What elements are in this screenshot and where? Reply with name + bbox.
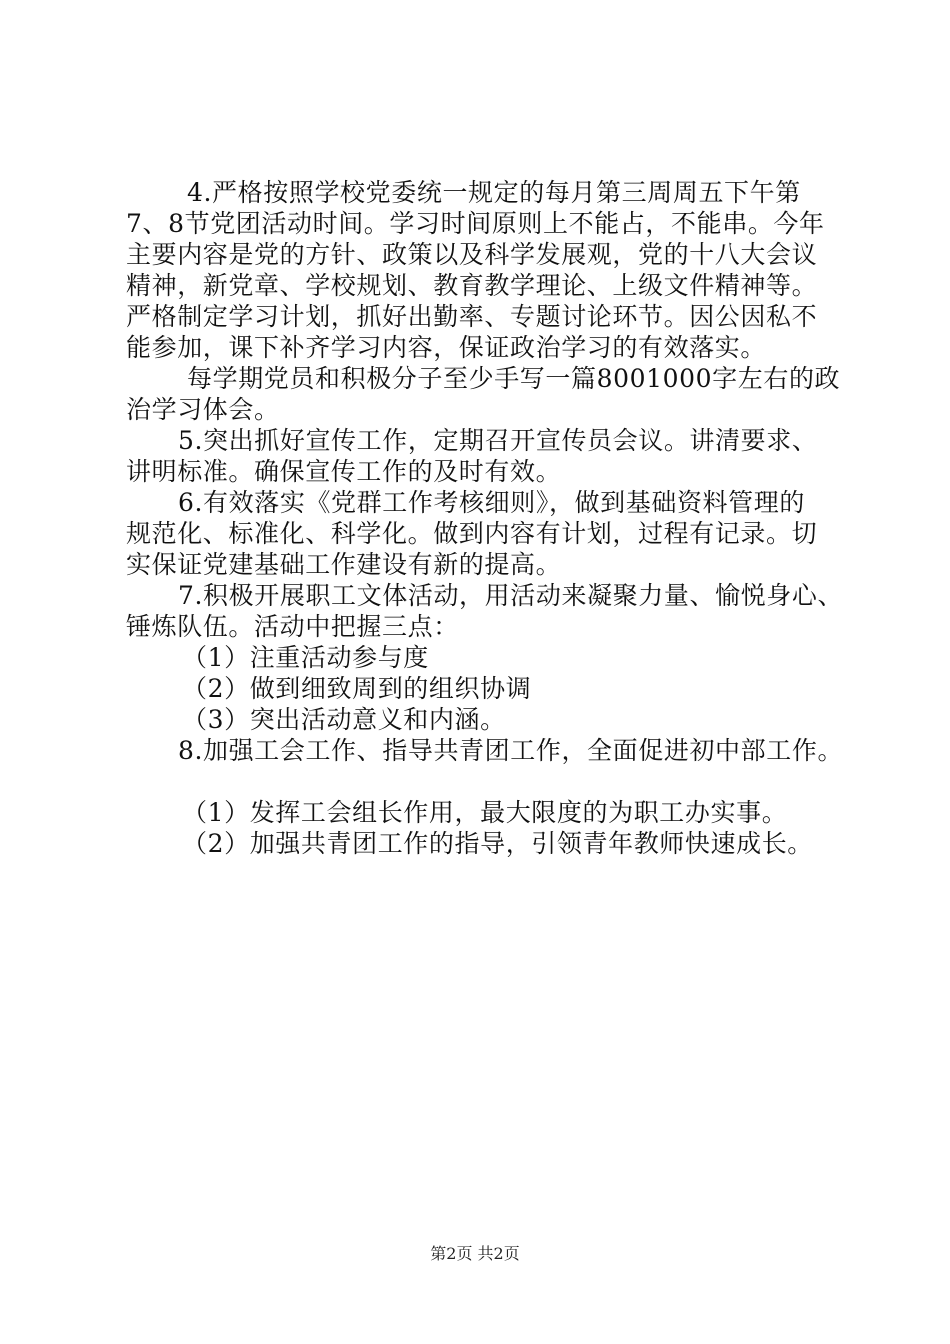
text-line: 锤炼队伍。活动中把握三点： <box>126 612 459 641</box>
text-line: 7.积极开展职工文体活动，用活动来凝聚力量、愉悦身心、 <box>178 581 844 610</box>
text-line: 主要内容是党的方针、政策以及科学发展观，党的十八大会议 <box>126 240 818 269</box>
text-line: 实保证党建基础工作建设有新的提高。 <box>126 550 562 579</box>
text-line: （1）发挥工会组长作用，最大限度的为职工办实事。 <box>182 798 788 827</box>
text-line: （3）突出活动意义和内涵。 <box>182 705 506 734</box>
text-line: （2）加强共青团工作的指导，引领青年教师快速成长。 <box>182 829 813 858</box>
text-line: 每学期党员和积极分子至少手写一篇8001000字左右的政 <box>187 364 841 393</box>
page-number-footer: 第2页 共2页 <box>430 1244 520 1263</box>
text-line: 能参加，课下补齐学习内容，保证政治学习的有效落实。 <box>126 333 767 362</box>
text-line: 讲明标准。确保宣传工作的及时有效。 <box>126 457 562 486</box>
text-line: 治学习体会。 <box>126 395 280 424</box>
text-line: 6.有效落实《党群工作考核细则》，做到基础资料管理的 <box>178 488 805 517</box>
text-line: 精神，新党章、学校规划、教育教学理论、上级文件精神等。 <box>126 271 818 300</box>
text-line: 8.加强工会工作、指导共青团工作，全面促进初中部工作。 <box>178 736 844 765</box>
text-line: （1）注重活动参与度 <box>182 643 429 672</box>
text-line: 规范化、标准化、科学化。做到内容有计划，过程有记录。切 <box>126 519 818 548</box>
text-line: 严格制定学习计划，抓好出勤率、专题讨论环节。因公因私不 <box>126 302 818 331</box>
text-line: 4.严格按照学校党委统一规定的每月第三周周五下午第 <box>187 178 801 207</box>
text-line: （2）做到细致周到的组织协调 <box>182 674 532 703</box>
text-line: 5.突出抓好宣传工作，定期召开宣传员会议。讲清要求、 <box>178 426 818 455</box>
text-line: 7、8节党团活动时间。学习时间原则上不能占，不能串。今年 <box>126 209 825 238</box>
